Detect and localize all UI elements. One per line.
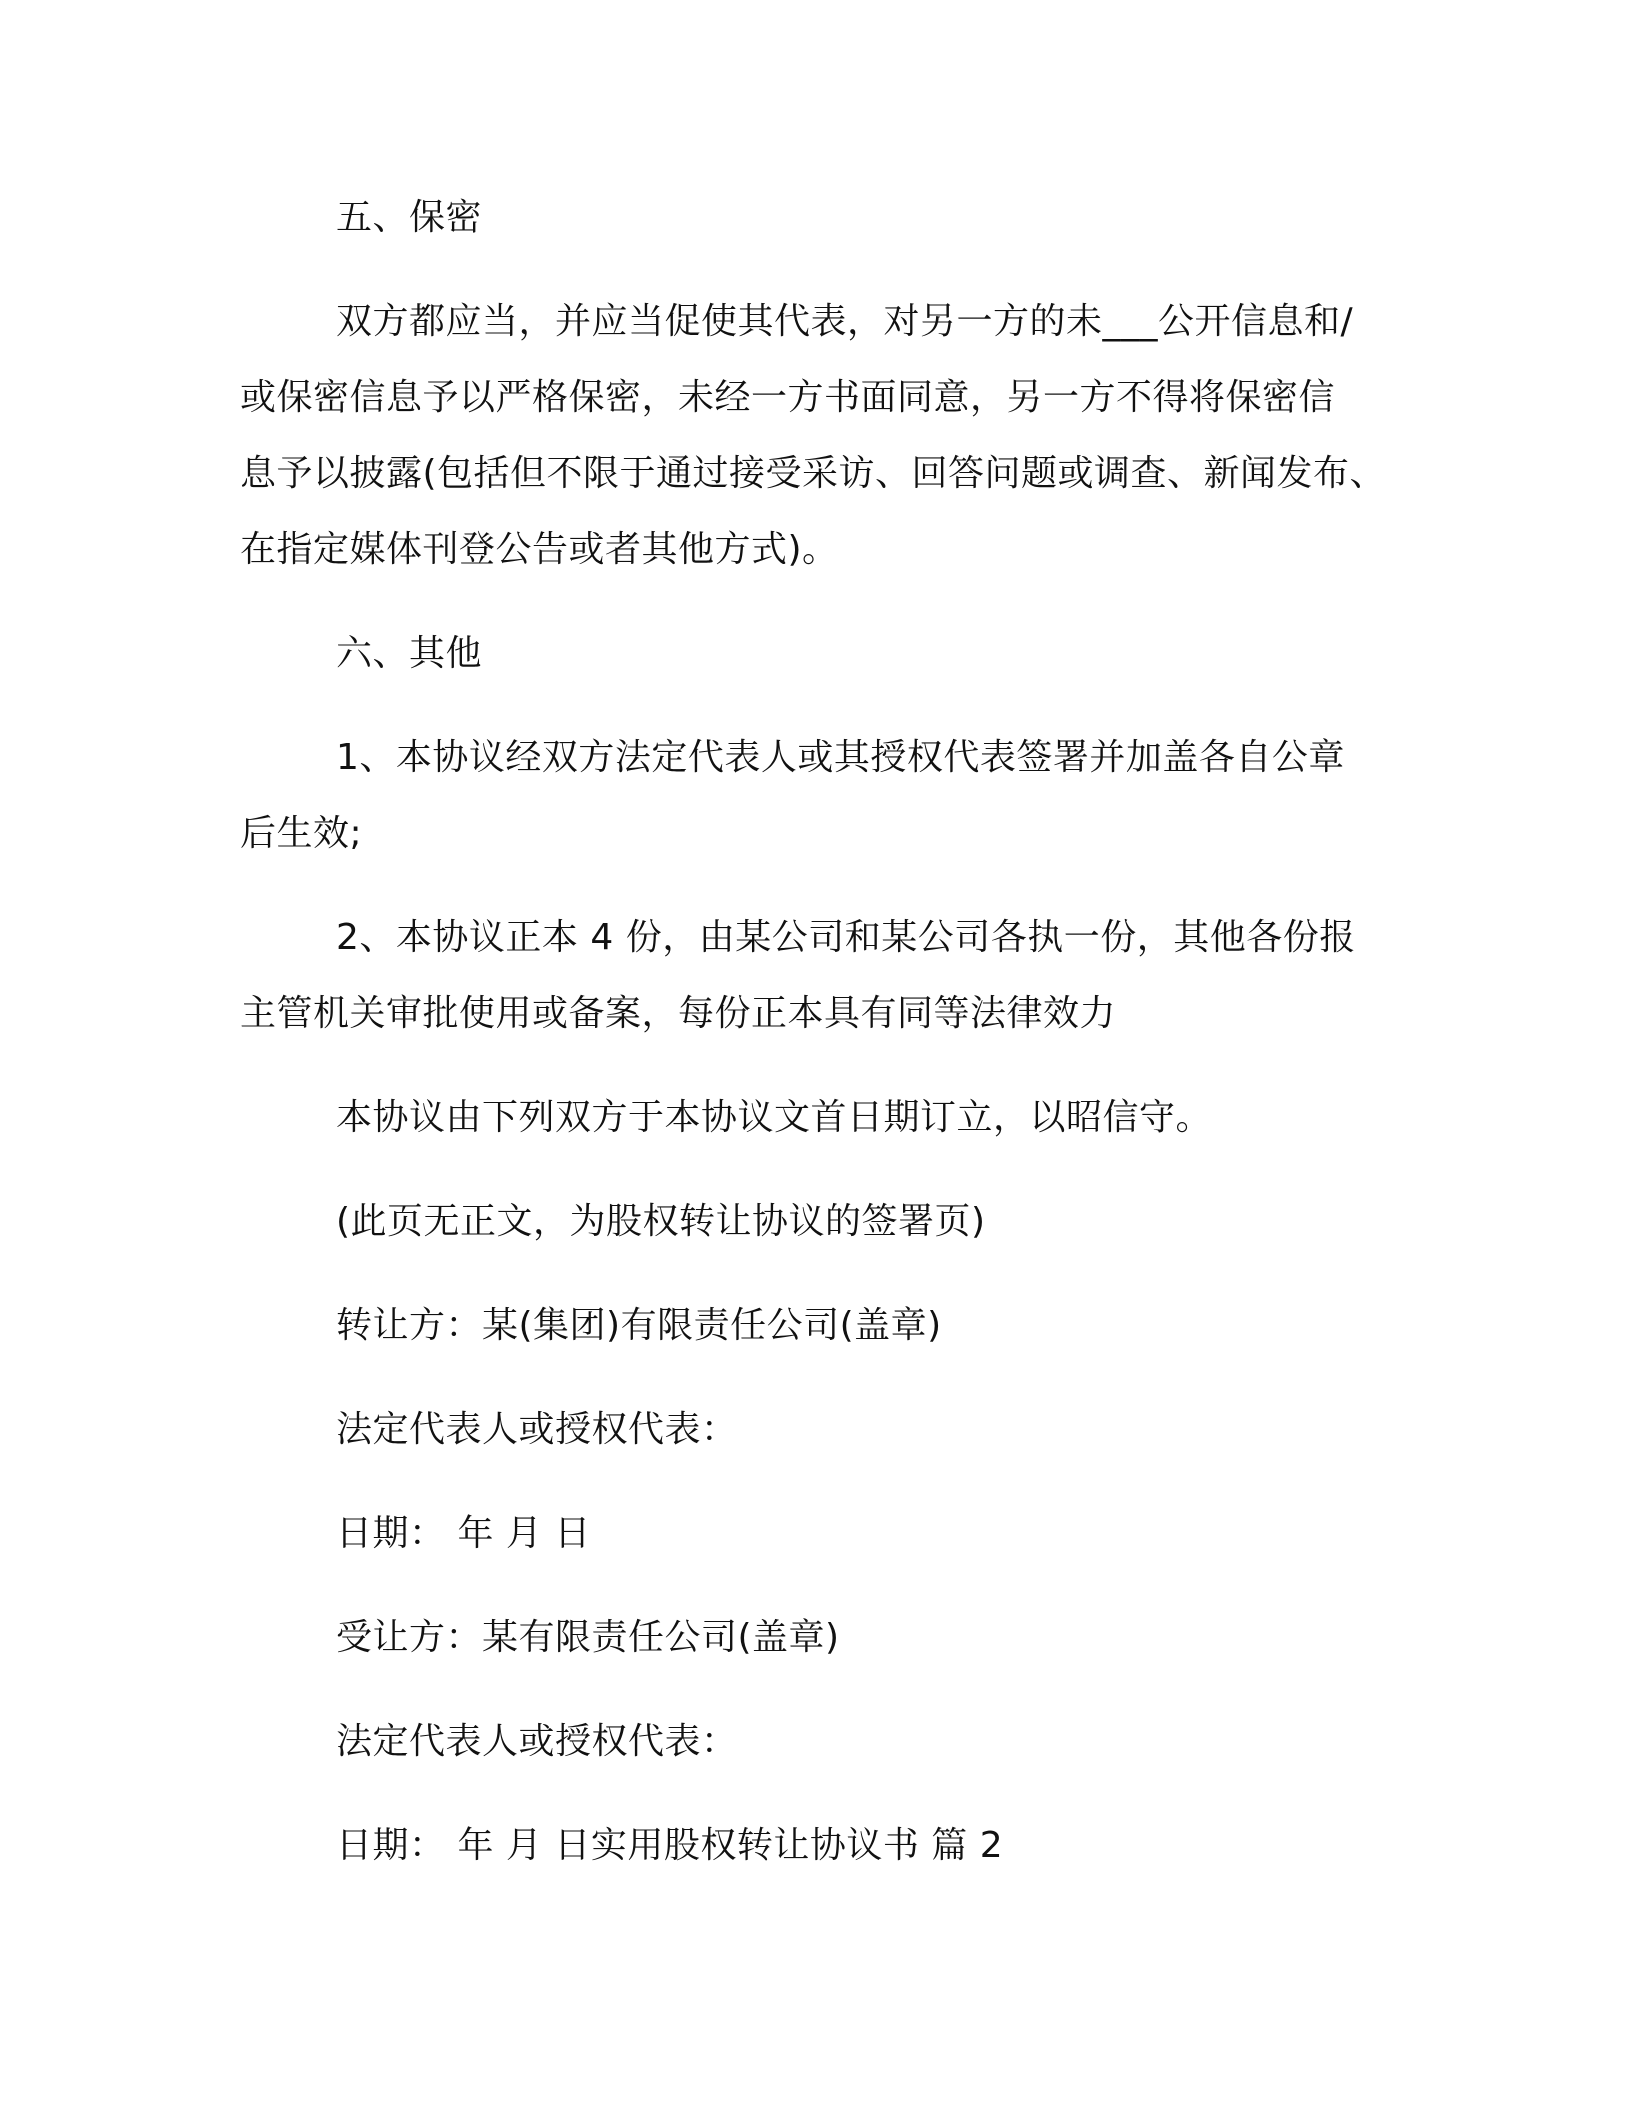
section-5-line-3: 息予以披露(包括但不限于通过接受采访、回答问题或调查、新闻发布、 [240,453,1387,494]
signature-page-note: (此页无正文，为股权转让协议的签署页) [336,1201,986,1242]
section-6-item-2-line-1: 2、本协议正本 4 份，由某公司和某公司各执一份，其他各份报 [336,917,1356,958]
section-6-item-1-line-1: 1、本协议经双方法定代表人或其授权代表签署并加盖各自公章 [336,737,1345,778]
section-5-heading: 五、保密 [336,197,483,238]
section-6-item-2-line-2: 主管机关审批使用或备案，每份正本具有同等法律效力 [240,993,1117,1034]
section-6-heading: 六、其他 [336,633,483,674]
transferee-date: 日期： 年 月 日实用股权转让协议书 篇 2 [336,1825,1004,1866]
transferor-party: 转让方：某(集团)有限责任公司(盖章) [336,1305,942,1346]
section-5-line-2: 或保密信息予以严格保密，未经一方书面同意，另一方不得将保密信 [240,377,1336,418]
transferee-party: 受让方：某有限责任公司(盖章) [336,1617,840,1658]
closing-statement: 本协议由下列双方于本协议文首日期订立，以昭信守。 [336,1097,1213,1138]
section-6-item-1-line-2: 后生效; [240,813,363,854]
transferor-representative: 法定代表人或授权代表： [336,1409,738,1450]
transferee-representative: 法定代表人或授权代表： [336,1721,738,1762]
section-5-line-1: 双方都应当，并应当促使其代表，对另一方的未___公开信息和/ [336,301,1354,342]
transferor-date: 日期： 年 月 日 [336,1513,591,1554]
section-5-line-4: 在指定媒体刊登公告或者其他方式)。 [240,529,839,570]
